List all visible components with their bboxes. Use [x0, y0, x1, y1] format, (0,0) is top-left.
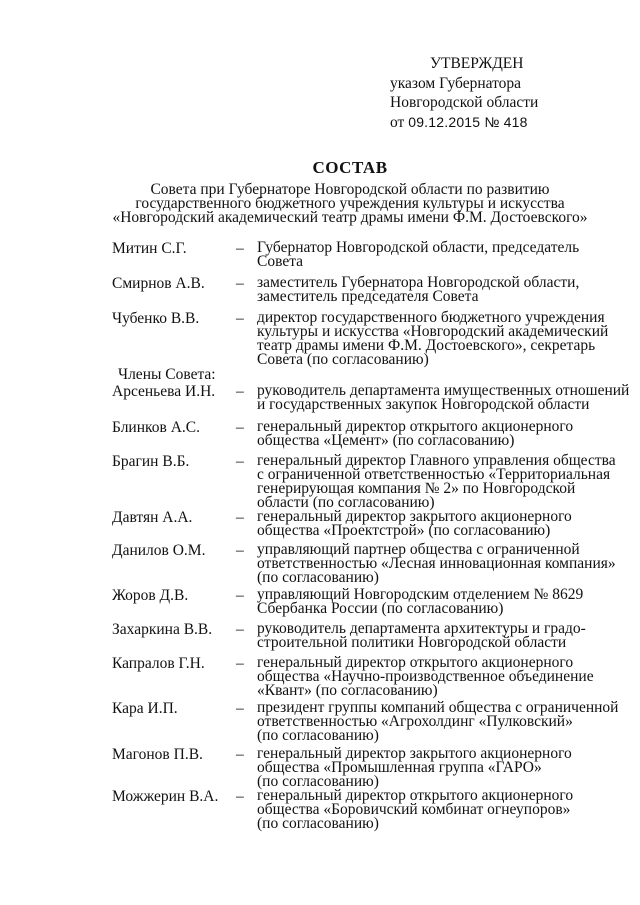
- subtitle-line: Совета при Губернаторе Новгородской области по развитию: [150, 181, 550, 198]
- member-role: [257, 310, 612, 367]
- member-role-line: Губернатор Новгородской области, председатель: [257, 239, 580, 256]
- member-role-line: ответственностью «Агрохолдинг «Пулковский»: [257, 713, 573, 730]
- member-name: Можжерин В.А.: [112, 788, 219, 805]
- leadership-row: [112, 275, 612, 304]
- member-row: [112, 541, 616, 586]
- member-role-line: общества «Цемент» (по согласованию): [257, 432, 515, 449]
- document-heading: [100, 158, 600, 225]
- member-role-line: (по согласованию): [257, 815, 379, 832]
- member-row: [112, 699, 619, 744]
- member-name: Капралов Г.Н.: [112, 655, 205, 672]
- member-role-line: театр драмы имени Ф.М. Достоевского», секретарь: [257, 337, 596, 354]
- member-row: [112, 655, 612, 698]
- member-role: [257, 788, 612, 831]
- member-name: Кара И.П.: [112, 700, 178, 717]
- leadership-row: [112, 240, 612, 269]
- member-role-line: генеральный директор закрытого акционерного: [257, 745, 572, 762]
- member-row: [112, 621, 612, 650]
- member-role-line: генерирующая компания № 2» по Новгородской: [257, 480, 576, 497]
- member-row: [112, 587, 612, 616]
- member-role-line: генеральный директор открытого акционерного: [257, 787, 574, 804]
- member-role-line: ответственностью «Лесная инновационная компания»: [257, 555, 616, 572]
- member-role: [257, 655, 612, 698]
- member-role-line: генеральный директор Главного управления общества: [257, 452, 616, 469]
- approval-line-1: указом Губернатора: [390, 74, 522, 92]
- member-name: Смирнов А.В.: [112, 275, 205, 292]
- member-name: Захаркина В.В.: [112, 621, 213, 638]
- member-role-line: директор государственного бюджетного учреждения: [257, 309, 605, 326]
- member-role: [257, 509, 612, 538]
- member-role: [257, 541, 616, 586]
- member-name: Давтян А.А.: [112, 509, 193, 526]
- member-role-line: управляющий партнер общества с ограниченной: [257, 541, 580, 558]
- member-dash: –: [236, 542, 244, 559]
- member-name: Арсеньева И.Н.: [112, 383, 216, 400]
- member-role-line: генеральный директор открытого акционерного: [257, 418, 574, 435]
- member-role-line: культуры и искусства «Новгородский академический: [257, 323, 609, 340]
- member-role-line: с ограниченной ответственностью «Территориальная: [257, 466, 611, 483]
- member-role: [257, 275, 612, 304]
- member-dash: –: [236, 700, 244, 717]
- member-row: [112, 788, 612, 831]
- member-dash: –: [236, 240, 244, 257]
- subtitle-line: государственного бюджетного учреждения культуры и искусства: [135, 195, 565, 212]
- member-role-line: общества «Научно-производственное объединение: [257, 668, 594, 685]
- member-role-line: Совета (по согласованию): [257, 351, 429, 368]
- member-role-line: строительной политики Новгородской области: [257, 634, 567, 651]
- member-dash: –: [236, 655, 244, 672]
- member-role-line: Сбербанка России (по согласованию): [257, 600, 504, 617]
- member-name: Брагин В.Б.: [112, 453, 190, 470]
- approval-date-prefix: от: [390, 113, 405, 131]
- member-name: Данилов О.М.: [112, 542, 206, 559]
- approval-date-value: 09.12.2015 № 418: [408, 113, 528, 130]
- member-role: [257, 452, 616, 511]
- document-title: СОСТАВ: [312, 158, 388, 177]
- member-role-line: руководитель департамента имущественных отношений: [257, 382, 630, 399]
- member-role-line: руководитель департамента архитектуры и градо-: [257, 620, 586, 637]
- member-dash: –: [236, 621, 244, 638]
- member-dash: –: [236, 509, 244, 526]
- member-dash: –: [236, 310, 244, 327]
- member-role-line: генеральный директор открытого акционерного: [257, 654, 574, 671]
- member-role: [257, 419, 612, 448]
- approval-date: [390, 113, 538, 133]
- member-name: Митин С.Г.: [112, 240, 187, 257]
- member-role-line: Совета: [257, 253, 304, 270]
- members-section-label: Члены Совета:: [118, 366, 216, 383]
- member-role-line: управляющий Новгородским отделением № 8629: [257, 586, 584, 603]
- member-role: [257, 699, 619, 744]
- member-dash: –: [236, 746, 244, 763]
- member-dash: –: [236, 453, 244, 470]
- member-row: [112, 452, 616, 511]
- member-role: [257, 240, 612, 269]
- member-role: [257, 382, 630, 413]
- member-role-line: заместитель Губернатора Новгородской области,: [257, 274, 580, 291]
- member-role-line: области (по согласованию): [257, 494, 435, 511]
- member-row: [112, 419, 612, 448]
- member-row: [112, 746, 612, 789]
- member-dash: –: [236, 419, 244, 436]
- approval-line-2: Новгородской области: [390, 94, 539, 111]
- member-role-line: общества «Боровичский комбинат огнеупоров»: [257, 801, 571, 818]
- member-role-line: общества «Проектстрой» (по согласованию): [257, 522, 551, 539]
- member-role: [257, 621, 612, 650]
- member-row: [112, 382, 630, 413]
- member-role-line: (по согласованию): [257, 569, 379, 586]
- member-name: Чубенко В.В.: [112, 310, 200, 327]
- member-role-line: общества «Промышленная группа «ГАРО»: [257, 759, 542, 776]
- member-role-line: (по согласованию): [257, 773, 379, 790]
- member-role: [257, 587, 612, 616]
- member-name: Блинков А.С.: [112, 419, 200, 436]
- subtitle-line: «Новгородский академический театр драмы имени Ф.М. Достоевского»: [112, 209, 588, 226]
- member-role-line: и государственных закупок Новгородской области: [257, 396, 590, 413]
- member-dash: –: [236, 587, 244, 604]
- member-role-line: «Квант» (по согласованию): [257, 682, 438, 699]
- member-role-line: (по согласованию): [257, 727, 379, 744]
- member-row: [112, 509, 612, 538]
- member-dash: –: [236, 383, 244, 400]
- approval-stamp: [390, 54, 538, 132]
- member-role-line: заместитель председателя Совета: [257, 288, 479, 305]
- member-dash: –: [236, 788, 244, 805]
- member-dash: –: [236, 275, 244, 292]
- leadership-row: [112, 310, 612, 367]
- approval-status: УТВЕРЖДЕН: [430, 55, 524, 72]
- member-role-line: президент группы компаний общества с ограниченной: [257, 699, 619, 716]
- member-role: [257, 746, 612, 789]
- member-role-line: генеральный директор закрытого акционерного: [257, 508, 572, 525]
- member-name: Жоров Д.В.: [112, 587, 189, 604]
- member-name: Магонов П.В.: [112, 746, 203, 763]
